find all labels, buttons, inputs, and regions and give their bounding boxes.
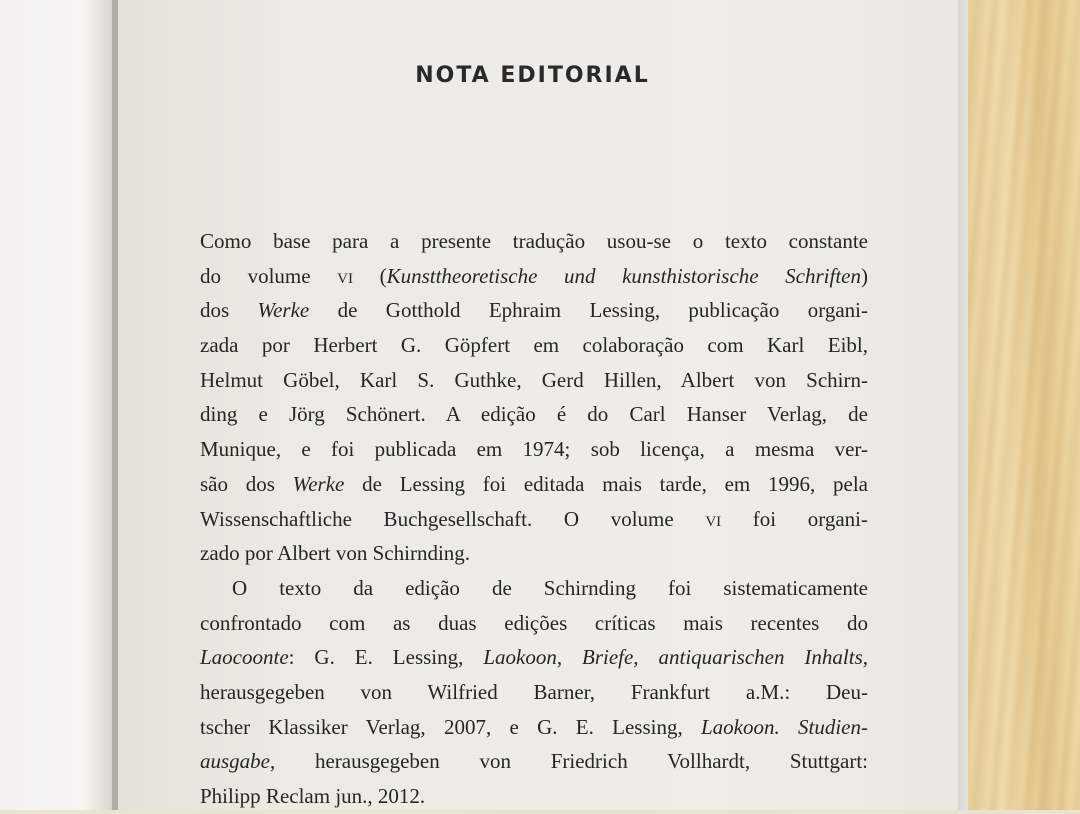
text-segment: Munique, e foi publicada em 1974; sob licença, a mesma ver-: [200, 437, 868, 462]
text-line: [200, 259, 868, 294]
text-segment: Helmut Göbel, Karl S. Guthke, Gerd Hillen, Albert von Schirn-: [200, 367, 868, 392]
text-segment: Como base para a presente tradução usou-se o texto constante: [200, 229, 868, 253]
italic-text: Laocoonte: [200, 645, 289, 670]
text-segment: : G. E. Lessing,: [288, 645, 484, 670]
text-line: [200, 606, 868, 641]
text-line: [200, 744, 868, 779]
page-edge-shadow: [958, 0, 970, 810]
text-segment: ,: [862, 645, 869, 670]
text-segment: do volume: [200, 263, 338, 288]
text-line: [200, 502, 868, 537]
text-segment: zado por Albert von Schirnding.: [200, 541, 471, 566]
italic-text: ausgabe: [200, 749, 270, 774]
facing-page-edge: [0, 0, 118, 810]
text-line: [200, 293, 868, 328]
text-segment: Wissenschaftliche Buchgesellschaft. O volume: [200, 506, 706, 531]
body-text: [200, 224, 868, 814]
italic-text: Kunsttheoretische und kunsthistorische Schriften: [386, 263, 861, 288]
text-line: [200, 363, 868, 398]
text-segment: foi organi-: [721, 506, 868, 531]
text-segment: de Gotthold Ephraim Lessing, publicação organi-: [309, 298, 868, 323]
text-segment: , herausgegeben von Friedrich Vollhardt, Stuttgart:: [270, 749, 868, 774]
wooden-table-background: [955, 0, 1080, 810]
text-line: [200, 779, 868, 814]
italic-text: Werke: [257, 298, 310, 323]
text-line: [200, 571, 868, 606]
text-line: [200, 397, 868, 432]
text-segment: herausgegeben von Wilfried Barner, Frankfurt a.M.: Deu-: [200, 679, 868, 704]
text-line: [200, 467, 868, 502]
italic-text: Laokoon. Studien-: [700, 714, 868, 739]
text-segment: vi: [337, 263, 353, 288]
text-line: [200, 710, 868, 745]
text-segment: ): [860, 263, 868, 288]
text-segment: ding e Jörg Schönert. A edição é do Carl Hanser Verlag, de: [200, 402, 868, 427]
text-segment: são dos: [200, 471, 293, 496]
text-segment: Philipp Reclam jun., 2012.: [200, 784, 426, 808]
text-segment: zada por Herbert G. Göpfert em colaboração com Karl Eibl,: [200, 333, 868, 358]
text-line: [200, 675, 868, 710]
text-line: [200, 328, 868, 363]
text-line: [200, 224, 868, 259]
text-segment: (: [352, 263, 387, 288]
italic-text: Werke: [292, 471, 345, 496]
text-segment: dos: [200, 298, 258, 323]
text-segment: confrontado com as duas edições críticas mais recentes do: [200, 610, 868, 635]
text-segment: de Lessing foi editada mais tarde, em 1996, pela: [344, 471, 868, 496]
text-line: [200, 640, 868, 675]
text-line: [200, 536, 868, 571]
text-line: [200, 432, 868, 467]
italic-text: Laokoon, Briefe, antiquarischen Inhalts: [483, 645, 863, 670]
page-title: NOTA EDITORIAL: [415, 62, 650, 88]
text-segment: O texto da edição de Schirnding foi sistematicamente: [232, 575, 868, 600]
text-segment: vi: [705, 506, 722, 531]
text-segment: tscher Klassiker Verlag, 2007, e G. E. Lessing,: [200, 714, 701, 739]
